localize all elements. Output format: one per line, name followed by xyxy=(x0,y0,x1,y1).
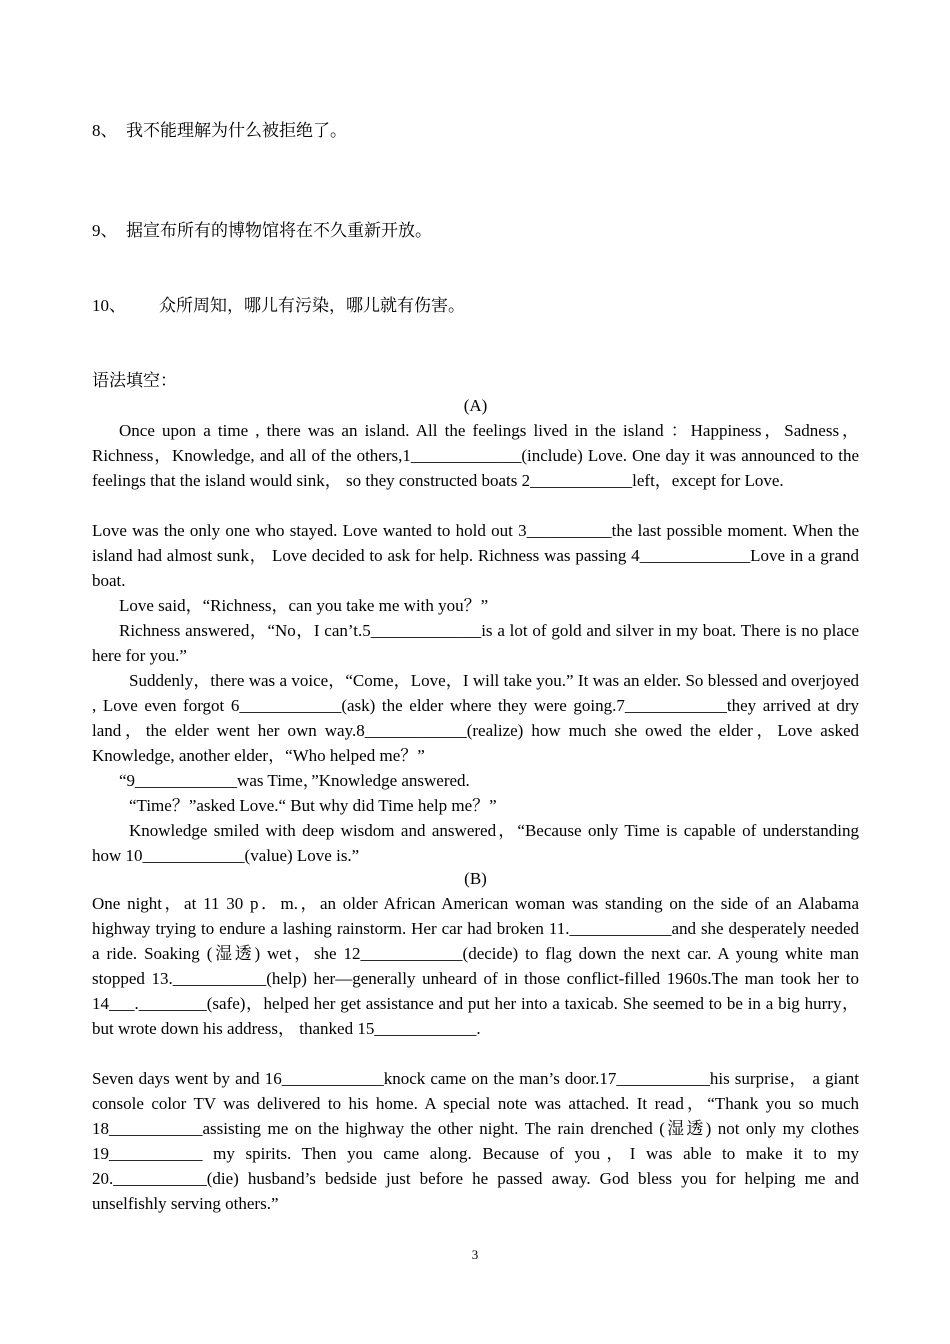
translation-item-8 xyxy=(92,120,347,142)
item-text: 我不能理解为什么被拒绝了。 xyxy=(126,121,347,140)
item-number: 9、 xyxy=(92,221,118,240)
section-label: 语法填空： xyxy=(92,371,177,390)
translation-item-9 xyxy=(92,220,432,242)
page-number: 3 xyxy=(471,1247,479,1262)
passage-b-paragraph: One night，at 11 30 p．m.，an older African American woman was standing on the side of an Alabama highway trying to endure a lashing rainstorm. Her car had broken 11.____________and she desperately needed a ride. Soaking (湿透) wet，she 12____________(decide) to flag down the next car. A young white man stopped 13.___________(help) her—generally unheard of in those conflict-filled 1960s.The man took her to 14___.________(safe)，helped her get assistance and put her into a taxicab. She seemed to be in a big hurry， but wrote down his address， thanked 15____________. xyxy=(92,894,859,1038)
passage-a-paragraph: Richness answered，“No，I can’t.5_____________is a lot of gold and silver in my boat. There is no place here for you.” xyxy=(92,621,859,665)
item-text: 据宣布所有的博物馆将在不久重新开放。 xyxy=(126,221,432,240)
passage-a-paragraph: “9____________was Time，”Knowledge answered. xyxy=(119,771,470,790)
item-number: 8、 xyxy=(92,121,118,140)
passage-a-paragraph: Once upon a time , there was an island. All the feelings lived in the island ：Happiness，Sadness，Richness，Knowledge, and all of the others,1_____________(include) Love. One day it was announced to the feelings that the island would sink， so they constructed boats 2____________left，except for Love. xyxy=(92,421,859,490)
passage-a-heading: (A) xyxy=(463,396,488,415)
passage-a-paragraph: Knowledge smiled with deep wisdom and answered，“Because only Time is capable of understanding how 10____________(value) Love is.” xyxy=(92,821,859,865)
item-text: 众所周知，哪儿有污染，哪儿就有伤害。 xyxy=(159,296,465,315)
translation-item-10 xyxy=(92,295,465,317)
passage-a-paragraph: “Time？”asked Love.“ But why did Time help me？” xyxy=(129,796,497,815)
passage-a-paragraph: Love was the only one who stayed. Love wanted to hold out 3__________the last possible moment. When the island had almost sunk， Love decided to ask for help. Richness was passing 4_____________Love in a grand boat. xyxy=(92,521,859,590)
passage-b-heading: (B) xyxy=(464,869,487,888)
passage-b-paragraph: Seven days went by and 16____________knock came on the man’s door.17___________his surprise， a giant console color TV was delivered to his home. A special note was attached. It read，“Thank you so much 18___________assisting me on the highway the other night. The rain drenched (湿透) not only my clothes 19___________ my spirits. Then you came along. Because of you，I was able to make it to my 20.___________(die) husband’s bedside just before he passed away. God bless you for helping me and unselfishly serving others.” xyxy=(92,1069,859,1213)
item-number: 10、 xyxy=(92,296,126,315)
passage-a-paragraph: Love said，“Richness，can you take me with you？” xyxy=(119,596,489,615)
passage-a-paragraph: Suddenly，there was a voice，“Come，Love，I will take you.” It was an elder. So blessed and overjoyed , Love even forgot 6____________(ask) the elder where they were going.7____________they arrived at dry land，the elder went her own way.8____________(realize) how much she owed the elder，Love asked Knowledge, another elder，“Who helped me？” xyxy=(92,671,859,765)
